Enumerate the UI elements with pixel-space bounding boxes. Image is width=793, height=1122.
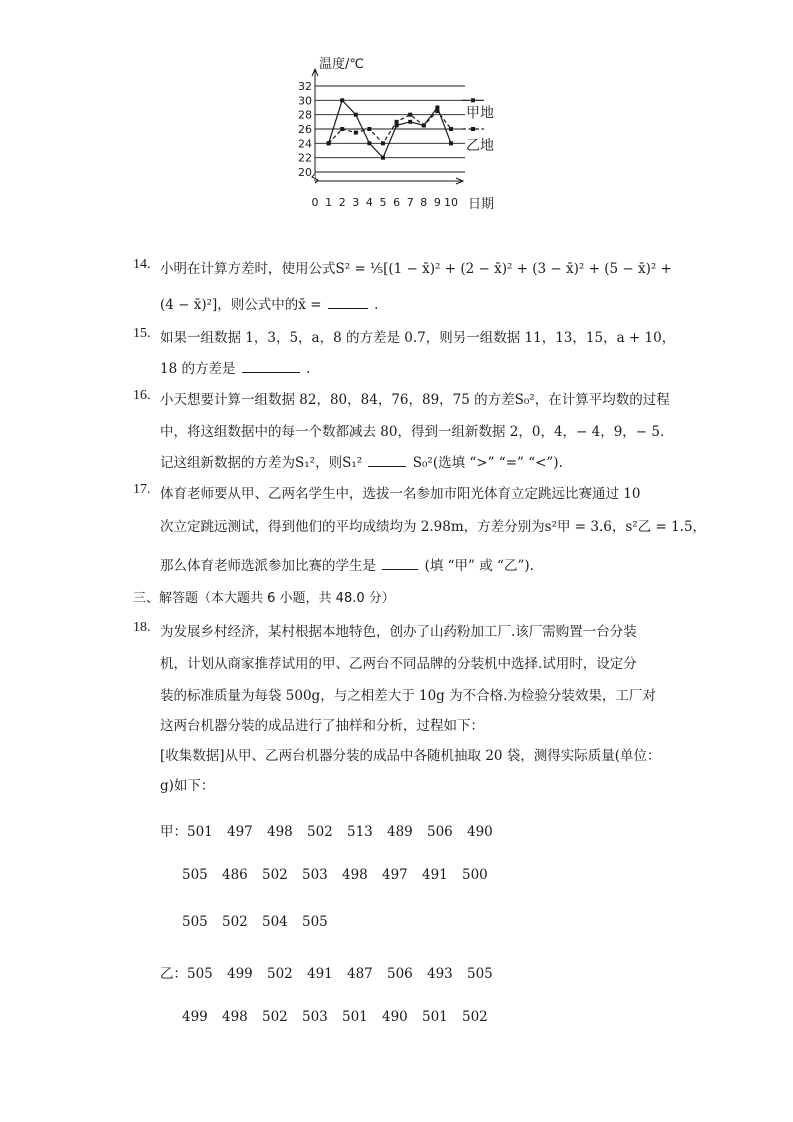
q17-line3-text: 那么体育老师选派参加比赛的学生是 — [160, 558, 376, 574]
y-tick-label: 30 — [298, 94, 312, 108]
data-value: 503 — [302, 867, 328, 883]
q18-line-5: [收集数据]从甲、乙两台机器分装的成品中各随机抽取 20 袋，测得实际质量(单位： — [160, 748, 661, 764]
y-tick-label: 32 — [298, 80, 312, 93]
q15-line2-text: 18 的方差是 — [160, 361, 236, 377]
data-value: 505 — [302, 914, 328, 930]
yi-row-2 — [182, 1009, 502, 1025]
q14-answer-blank[interactable] — [328, 294, 368, 309]
data-point — [395, 123, 399, 127]
x-tick-label: 9 — [433, 196, 441, 209]
x-tick-label: 0 — [311, 196, 319, 209]
data-value: 504 — [262, 914, 288, 930]
data-value: 493 — [427, 966, 453, 982]
data-point — [435, 106, 439, 110]
data-value: 498 — [342, 867, 368, 883]
series-line-2 — [329, 111, 451, 143]
data-value: 499 — [182, 1009, 208, 1025]
q17-number: 17. — [133, 482, 151, 497]
legend-label-2: 乙地 — [466, 138, 494, 154]
data-value: 490 — [467, 824, 493, 840]
data-point — [449, 127, 453, 131]
legend-marker-2 — [471, 127, 475, 131]
section-heading-3: 三、解答题（本大题共 6 小题，共 48.0 分） — [133, 591, 395, 606]
q14-line2-text: (4 − x̄)²]，则公式中的x̄ = — [160, 297, 322, 313]
data-value: 501 — [422, 1009, 448, 1025]
data-point — [381, 141, 385, 145]
data-value: 486 — [222, 867, 248, 883]
q17-line1: 体育老师要从甲、乙两名学生中，选拔一名参加市阳光体育立定跳远比赛通过 10 — [160, 486, 641, 502]
q16-line2: 中，将这组数据中的每一个数都减去 80，得到一组新数据 2，0，4，− 4，9，− 5. — [160, 424, 665, 440]
data-value: 505 — [187, 966, 213, 982]
data-point — [354, 131, 358, 135]
q16-line3 — [160, 451, 563, 471]
jia-label: 甲： — [160, 824, 187, 840]
data-value: 500 — [462, 867, 488, 883]
data-point — [435, 109, 439, 113]
data-value: 502 — [262, 1009, 288, 1025]
q16-line1: 小天想要计算一组数据 82，80，84，76，89，75 的方差S₀²，在计算平均数的过程 — [160, 392, 670, 408]
q16-line3-end: S₀²(选填 “>” “=” “<”). — [412, 455, 563, 471]
q14-number: 14. — [133, 257, 151, 272]
data-value: 491 — [307, 966, 333, 982]
jia-row-2 — [182, 867, 502, 883]
data-point — [422, 123, 426, 127]
q16-answer-blank[interactable] — [368, 452, 406, 467]
data-value: 489 — [387, 824, 413, 840]
q18-number: 18. — [133, 620, 151, 635]
legend-marker-1 — [471, 98, 475, 102]
yi-row-1 — [160, 962, 507, 982]
data-value: 505 — [467, 966, 493, 982]
x-tick-label: 7 — [406, 196, 414, 209]
data-value: 506 — [387, 966, 413, 982]
data-value: 502 — [267, 966, 293, 982]
x-tick-label: 5 — [379, 196, 387, 209]
data-point — [354, 113, 358, 117]
q17-line3 — [160, 554, 534, 574]
q14-line2-end: . — [374, 297, 379, 313]
data-point — [367, 141, 371, 145]
q14-line1: 小明在计算方差时，使用公式S² = ⅕[(1 − x̄)² + (2 − x̄)² + (3 − x̄)² + (5 − x̄)² + — [160, 261, 672, 277]
data-value: 502 — [222, 914, 248, 930]
q14-line2 — [160, 293, 378, 313]
x-tick-label: 2 — [338, 196, 346, 209]
y-tick-label: 20 — [298, 166, 312, 179]
data-value: 502 — [262, 867, 288, 883]
data-value: 498 — [222, 1009, 248, 1025]
x-axis-label: 日期 — [468, 197, 495, 212]
data-point — [381, 156, 385, 160]
q17-line2: 次立定跳远测试，得到他们的平均成绩均为 2.98m，方差分别为s²甲 = 3.6，s²乙 = 1.5， — [160, 519, 707, 535]
q17-answer-blank[interactable] — [382, 555, 418, 570]
x-tick-label: 4 — [365, 196, 373, 209]
chart-svg — [290, 56, 510, 216]
data-value: 491 — [422, 867, 448, 883]
data-value: 501 — [342, 1009, 368, 1025]
data-value: 502 — [307, 824, 333, 840]
q17-line3-end: (填 “甲” 或 “乙”). — [424, 558, 534, 574]
x-tick-label: 6 — [393, 196, 401, 209]
q15-line2-end: . — [306, 361, 311, 377]
data-value: 503 — [302, 1009, 328, 1025]
data-value: 505 — [182, 867, 208, 883]
q16-number: 16. — [133, 388, 151, 403]
data-point — [340, 127, 344, 131]
data-point — [408, 120, 412, 124]
data-value: 499 — [227, 966, 253, 982]
y-tick-label: 22 — [298, 151, 312, 165]
q15-number: 15. — [133, 326, 151, 341]
q15-line1: 如果一组数据 1，3，5，a，8 的方差是 0.7，则另一组数据 11，13，15，a + 10， — [160, 330, 676, 346]
data-value: 490 — [382, 1009, 408, 1025]
data-point — [327, 141, 331, 145]
data-value: 498 — [267, 824, 293, 840]
q15-answer-blank[interactable] — [242, 358, 300, 373]
q15-line2 — [160, 357, 310, 377]
x-tick-label: 1 — [325, 196, 333, 209]
data-value: 513 — [347, 824, 373, 840]
y-tick-label: 24 — [298, 137, 312, 151]
data-value: 505 — [182, 914, 208, 930]
y-axis-label: 温度/℃ — [319, 57, 364, 72]
q18-line-2: 机，计划从商家推荐试用的甲、乙两台不同品牌的分装机中选择.试用时，设定分 — [160, 656, 637, 672]
data-value: 501 — [187, 824, 213, 840]
q16-line3-text: 记这组新数据的方差为S₁²，则S₁² — [160, 455, 363, 471]
data-value: 487 — [347, 966, 373, 982]
jia-row-1 — [160, 820, 507, 840]
q18-line-1: 为发展乡村经济，某村根据本地特色，创办了山药粉加工厂.该厂需购置一台分装 — [160, 624, 637, 640]
axis-break-mark — [312, 174, 318, 183]
legend-label-1: 甲地 — [466, 105, 494, 122]
data-point — [367, 127, 371, 131]
data-value: 497 — [382, 867, 408, 883]
data-point — [408, 113, 412, 117]
data-value: 502 — [462, 1009, 488, 1025]
data-point — [340, 98, 344, 102]
temperature-line-chart — [290, 56, 510, 216]
y-tick-label: 26 — [298, 123, 312, 136]
x-tick-label: 8 — [420, 196, 428, 209]
x-tick-label: 10 — [444, 196, 458, 209]
yi-label: 乙： — [160, 966, 187, 982]
data-value: 506 — [427, 824, 453, 840]
x-tick-label: 3 — [352, 196, 360, 209]
q18-line-6: g)如下： — [160, 778, 215, 794]
y-tick-label: 28 — [298, 108, 312, 122]
q18-line-4: 这两台机器分装的成品进行了抽样和分析，过程如下： — [160, 718, 484, 734]
q18-line-3: 装的标准质量为每袋 500g，与之相差大于 10g 为不合格.为检验分装效果，工厂对 — [160, 688, 656, 704]
jia-row-3 — [182, 914, 342, 930]
data-point — [449, 141, 453, 145]
data-point — [395, 120, 399, 124]
data-value: 497 — [227, 824, 253, 840]
